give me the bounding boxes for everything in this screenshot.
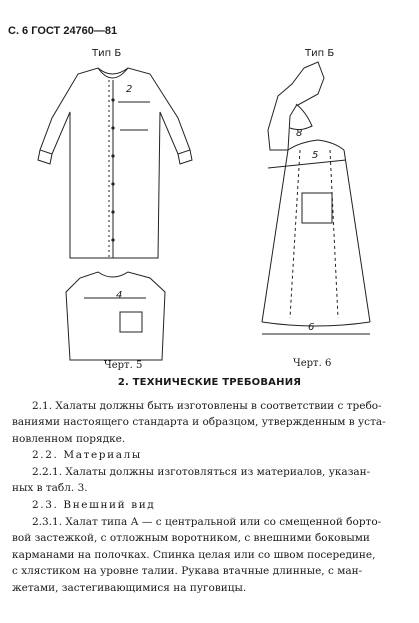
heading-2-2: 2.2. Материалы xyxy=(32,449,142,461)
paragraph-2-3-1-line: с хлястиком на уровне талии. Рукава втачные длинные, с ман- xyxy=(12,565,363,578)
figure-right-caption: Черт. 6 xyxy=(293,358,332,369)
paragraph-2-1 xyxy=(12,398,392,447)
figure-right-dim-2: 5 xyxy=(312,150,319,161)
paragraph-2-3-1-line: вой застежкой, с отложным воротником, с внешними боковыми xyxy=(12,532,370,545)
paragraph-2-3-1 xyxy=(12,514,392,596)
figure-right-dim-1: 8 xyxy=(296,128,303,139)
paragraph-2-2-1-line: ных в табл. 3. xyxy=(12,482,88,495)
paragraph-2-1-line: новленном порядке. xyxy=(12,432,126,445)
paragraph-2-3-1-line: 2.3.1. Халат типа А — с центральной или со смещенной борто- xyxy=(32,516,382,528)
figure-left-dim-1: 2 xyxy=(126,84,133,95)
heading-2-3: 2.3. Внешний вид xyxy=(32,499,156,511)
paragraph-2-1-line: ваниями настоящего стандарта и образцом, утвержденным в уста- xyxy=(12,416,386,429)
section-title: 2. ТЕХНИЧЕСКИЕ ТРЕБОВАНИЯ xyxy=(117,377,302,388)
page-header: С. 6 ГОСТ 24760—81 xyxy=(8,25,118,37)
figure-left-caption: Черт. 5 xyxy=(104,360,143,371)
figure-left-dim-2: 4 xyxy=(116,290,123,301)
figure-right-dim-3: 6 xyxy=(308,322,315,333)
figure-right-type-label: Тип Б xyxy=(305,48,335,59)
figure-left-type-label: Тип Б xyxy=(92,48,122,59)
paragraph-2-1-line: 2.1. Халаты должны быть изготовлены в соответствии с требо- xyxy=(32,400,382,412)
paragraph-2-3-1-line: жетами, застегивающимися на пуговицы. xyxy=(12,581,247,594)
paragraph-2-3-1-line: карманами на полочках. Спинка целая или со швом посередине, xyxy=(12,548,376,561)
paragraph-2-2-1-line: 2.2.1. Халаты должны изготовляться из материалов, указан- xyxy=(32,466,371,478)
paragraph-2-2-1 xyxy=(12,464,392,497)
